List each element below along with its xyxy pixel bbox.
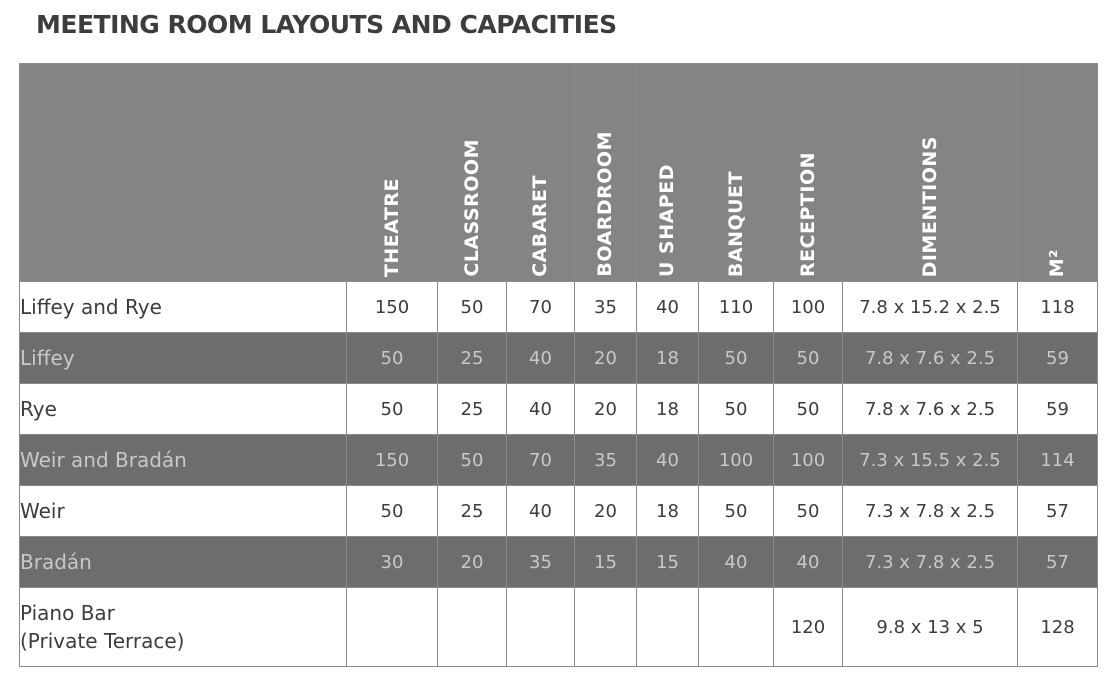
- boardroom-cell: 35: [575, 282, 637, 333]
- reception-cell: 50: [774, 486, 843, 537]
- room-name: Weir and Bradán: [20, 435, 347, 486]
- room-name: Liffey and Rye: [20, 282, 347, 333]
- header-label: DIMENTIONS: [918, 135, 941, 277]
- header-label: U SHAPED: [656, 163, 678, 277]
- area-cell: 128: [1018, 588, 1098, 667]
- boardroom-cell: [575, 588, 637, 667]
- header-label: CLASSROOM: [460, 139, 483, 277]
- header-cabaret: [507, 64, 575, 282]
- header-label: M²: [1046, 248, 1068, 277]
- banquet-cell: 100: [699, 435, 774, 486]
- theatre-cell: 50: [347, 384, 438, 435]
- u-shaped-cell: 18: [637, 384, 699, 435]
- theatre-cell: 150: [347, 282, 438, 333]
- room-name: Bradán: [20, 537, 347, 588]
- banquet-cell: 110: [699, 282, 774, 333]
- room-name: Liffey: [20, 333, 347, 384]
- area-cell: 59: [1018, 384, 1098, 435]
- theatre-cell: 50: [347, 333, 438, 384]
- header-dimentions: [843, 64, 1018, 282]
- area-cell: 57: [1018, 537, 1098, 588]
- table-row: [20, 333, 1098, 384]
- classroom-cell: [438, 588, 507, 667]
- header-label: THEATRE: [380, 177, 403, 277]
- header-u-shaped: [637, 64, 699, 282]
- table-header-row: [20, 64, 1098, 282]
- boardroom-cell: 35: [575, 435, 637, 486]
- table-row: [20, 486, 1098, 537]
- header-label: BANQUET: [724, 170, 747, 277]
- boardroom-cell: 20: [575, 333, 637, 384]
- banquet-cell: 50: [699, 333, 774, 384]
- dimentions-cell: 7.3 x 7.8 x 2.5: [843, 537, 1018, 588]
- classroom-cell: 50: [438, 435, 507, 486]
- header-reception: [774, 64, 843, 282]
- theatre-cell: 50: [347, 486, 438, 537]
- u-shaped-cell: [637, 588, 699, 667]
- classroom-cell: 20: [438, 537, 507, 588]
- classroom-cell: 25: [438, 384, 507, 435]
- banquet-cell: [699, 588, 774, 667]
- banquet-cell: 40: [699, 537, 774, 588]
- header-boardroom: [575, 64, 637, 282]
- dimentions-cell: 7.3 x 7.8 x 2.5: [843, 486, 1018, 537]
- reception-cell: 50: [774, 333, 843, 384]
- dimentions-cell: 9.8 x 13 x 5: [843, 588, 1018, 667]
- boardroom-cell: 20: [575, 486, 637, 537]
- room-name: Rye: [20, 384, 347, 435]
- reception-cell: 100: [774, 282, 843, 333]
- cabaret-cell: 40: [507, 333, 575, 384]
- table-row: [20, 435, 1098, 486]
- room-name-line1: Piano Bar: [20, 601, 115, 625]
- header-theatre: [347, 64, 438, 282]
- banquet-cell: 50: [699, 384, 774, 435]
- theatre-cell: [347, 588, 438, 667]
- reception-cell: 50: [774, 384, 843, 435]
- reception-cell: 100: [774, 435, 843, 486]
- cabaret-cell: 70: [507, 282, 575, 333]
- header-square-metres: [1018, 64, 1098, 282]
- theatre-cell: 30: [347, 537, 438, 588]
- table-row: [20, 588, 1098, 667]
- boardroom-cell: 15: [575, 537, 637, 588]
- capacity-table: [19, 63, 1098, 667]
- cabaret-cell: 35: [507, 537, 575, 588]
- room-name-line2: (Private Terrace): [20, 629, 185, 653]
- u-shaped-cell: 40: [637, 282, 699, 333]
- header-label: CABARET: [529, 175, 551, 277]
- header-label: RECEPTION: [796, 151, 819, 277]
- classroom-cell: 50: [438, 282, 507, 333]
- room-name: Weir: [20, 486, 347, 537]
- u-shaped-cell: 18: [637, 333, 699, 384]
- classroom-cell: 25: [438, 486, 507, 537]
- cabaret-cell: 70: [507, 435, 575, 486]
- room-name: [20, 588, 347, 667]
- header-banquet: [699, 64, 774, 282]
- page-title: MEETING ROOM LAYOUTS AND CAPACITIES: [36, 10, 617, 39]
- dimentions-cell: 7.8 x 7.6 x 2.5: [843, 333, 1018, 384]
- reception-cell: 40: [774, 537, 843, 588]
- area-cell: 59: [1018, 333, 1098, 384]
- cabaret-cell: 40: [507, 486, 575, 537]
- cabaret-cell: 40: [507, 384, 575, 435]
- header-classroom: [438, 64, 507, 282]
- cabaret-cell: [507, 588, 575, 667]
- area-cell: 57: [1018, 486, 1098, 537]
- u-shaped-cell: 40: [637, 435, 699, 486]
- area-cell: 114: [1018, 435, 1098, 486]
- banquet-cell: 50: [699, 486, 774, 537]
- table-row: [20, 384, 1098, 435]
- u-shaped-cell: 15: [637, 537, 699, 588]
- header-label: BOARDROOM: [594, 131, 616, 277]
- dimentions-cell: 7.3 x 15.5 x 2.5: [843, 435, 1018, 486]
- dimentions-cell: 7.8 x 15.2 x 2.5: [843, 282, 1018, 333]
- classroom-cell: 25: [438, 333, 507, 384]
- table-row: [20, 282, 1098, 333]
- header-room-name: [20, 64, 347, 282]
- reception-cell: 120: [774, 588, 843, 667]
- dimentions-cell: 7.8 x 7.6 x 2.5: [843, 384, 1018, 435]
- table-row: [20, 537, 1098, 588]
- u-shaped-cell: 18: [637, 486, 699, 537]
- theatre-cell: 150: [347, 435, 438, 486]
- boardroom-cell: 20: [575, 384, 637, 435]
- area-cell: 118: [1018, 282, 1098, 333]
